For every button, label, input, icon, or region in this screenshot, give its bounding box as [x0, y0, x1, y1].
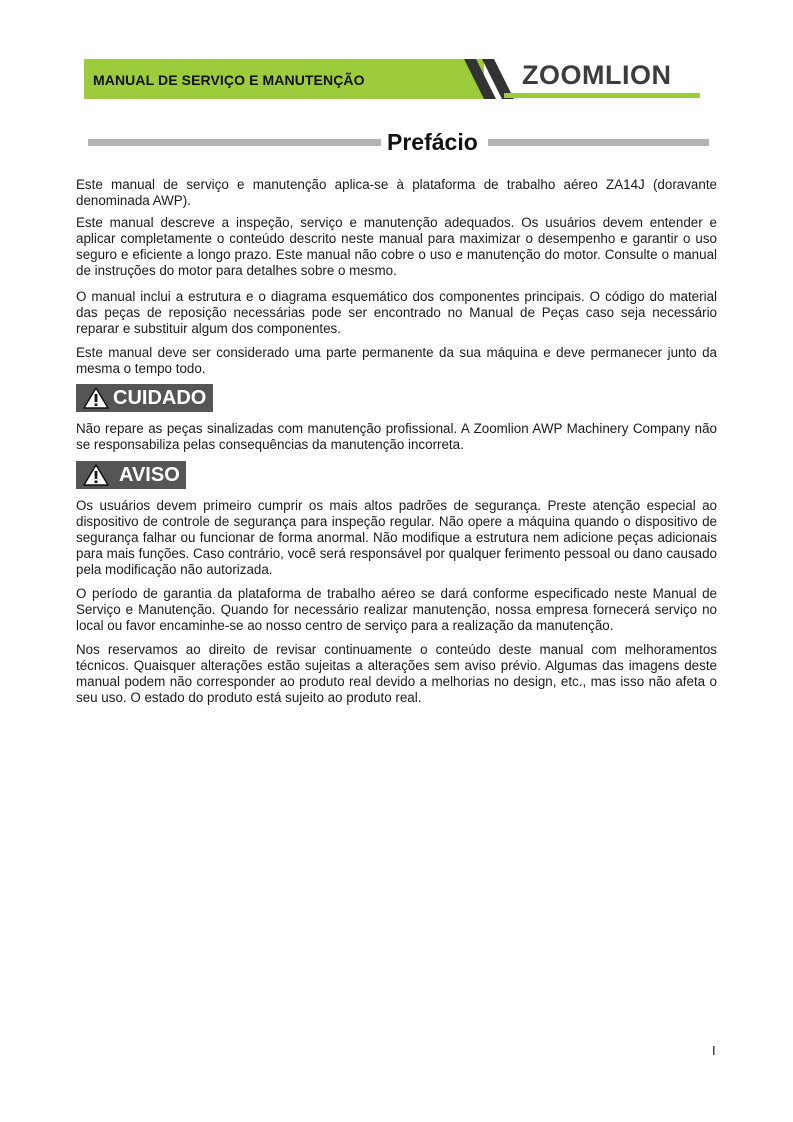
caution-text: Não repare as peças sinalizadas com manutenção profissional. A Zoomlion AWP Machinery Company não se responsabiliza pelas consequências da manutenção incorreta.	[76, 421, 717, 452]
page-number: I	[712, 1043, 716, 1058]
warning-triangle-icon	[83, 387, 109, 409]
caution-label	[76, 384, 213, 412]
warning-label-text: AVISO	[119, 464, 180, 486]
warning-triangle-icon	[83, 464, 109, 486]
intro-paragraph: Este manual descreve a inspeção, serviço e manutenção adequados. Os usuários devem entender e aplicar completamente o conteúdo descrito neste manual para maximizar o desempenho e garantir o uso seguro e eficiente a longo prazo. Este manual não cobre o uso e manutenção do motor. Consulte o manual de instruções do motor para detalhes sobre o mesmo.	[76, 215, 717, 278]
warning-text: Os usuários devem primeiro cumprir os mais altos padrões de segurança. Preste atenção especial ao dispositivo de controle de segurança para inspeção regular. Não opere a máquina quando o dispositivo de segurança falhar ou funcionar de forma anormal. Não modifique a estrutura nem adicione peças adicionais para mais funções. Caso contrário, você será responsável por qualquer ferimento pessoal ou dano causado pela modificação não autorizada.	[76, 498, 717, 577]
title-rule-left	[88, 139, 381, 146]
page-title: Prefácio	[387, 129, 478, 155]
closing-paragraph: Nos reservamos ao direito de revisar continuamente o conteúdo deste manual com melhoramentos técnicos. Quaisquer alterações estão sujeitas a alterações sem aviso prévio. Algumas das imagens deste manual podem não corresponder ao produto real devido a melhorias no design, etc., mas isso não afeta o seu uso. O estado do produto está sujeito ao produto real.	[76, 642, 717, 705]
warning-label	[76, 461, 186, 489]
page-header	[84, 59, 700, 99]
intro-paragraph: O manual inclui a estrutura e o diagrama esquemático dos componentes principais. O código do material das peças de reposição necessárias pode ser encontrado no Manual de Peças caso seja necessário reparar e substituir algum dos componentes.	[76, 289, 717, 336]
header-title: MANUAL DE SERVIÇO E MANUTENÇÃO	[93, 72, 365, 88]
intro-paragraph: Este manual deve ser considerado uma parte permanente da sua máquina e deve permanecer junto da mesma o tempo todo.	[76, 345, 717, 376]
brand-logo: ZOOMLION	[522, 60, 672, 90]
caution-label-text: CUIDADO	[113, 387, 207, 409]
title-rule-right	[488, 139, 709, 146]
closing-paragraph: O período de garantia da plataforma de trabalho aéreo se dará conforme especificado neste Manual de Serviço e Manutenção. Quando for necessário realizar manutenção, nossa empresa fornecerá serviço no local ou favor encaminhe-se ao nosso centro de serviço para a realização da manutenção.	[76, 586, 717, 633]
header-underline	[504, 93, 700, 98]
intro-paragraph: Este manual de serviço e manutenção aplica-se à plataforma de trabalho aéreo ZA14J (doravante denominada AWP).	[76, 177, 717, 208]
